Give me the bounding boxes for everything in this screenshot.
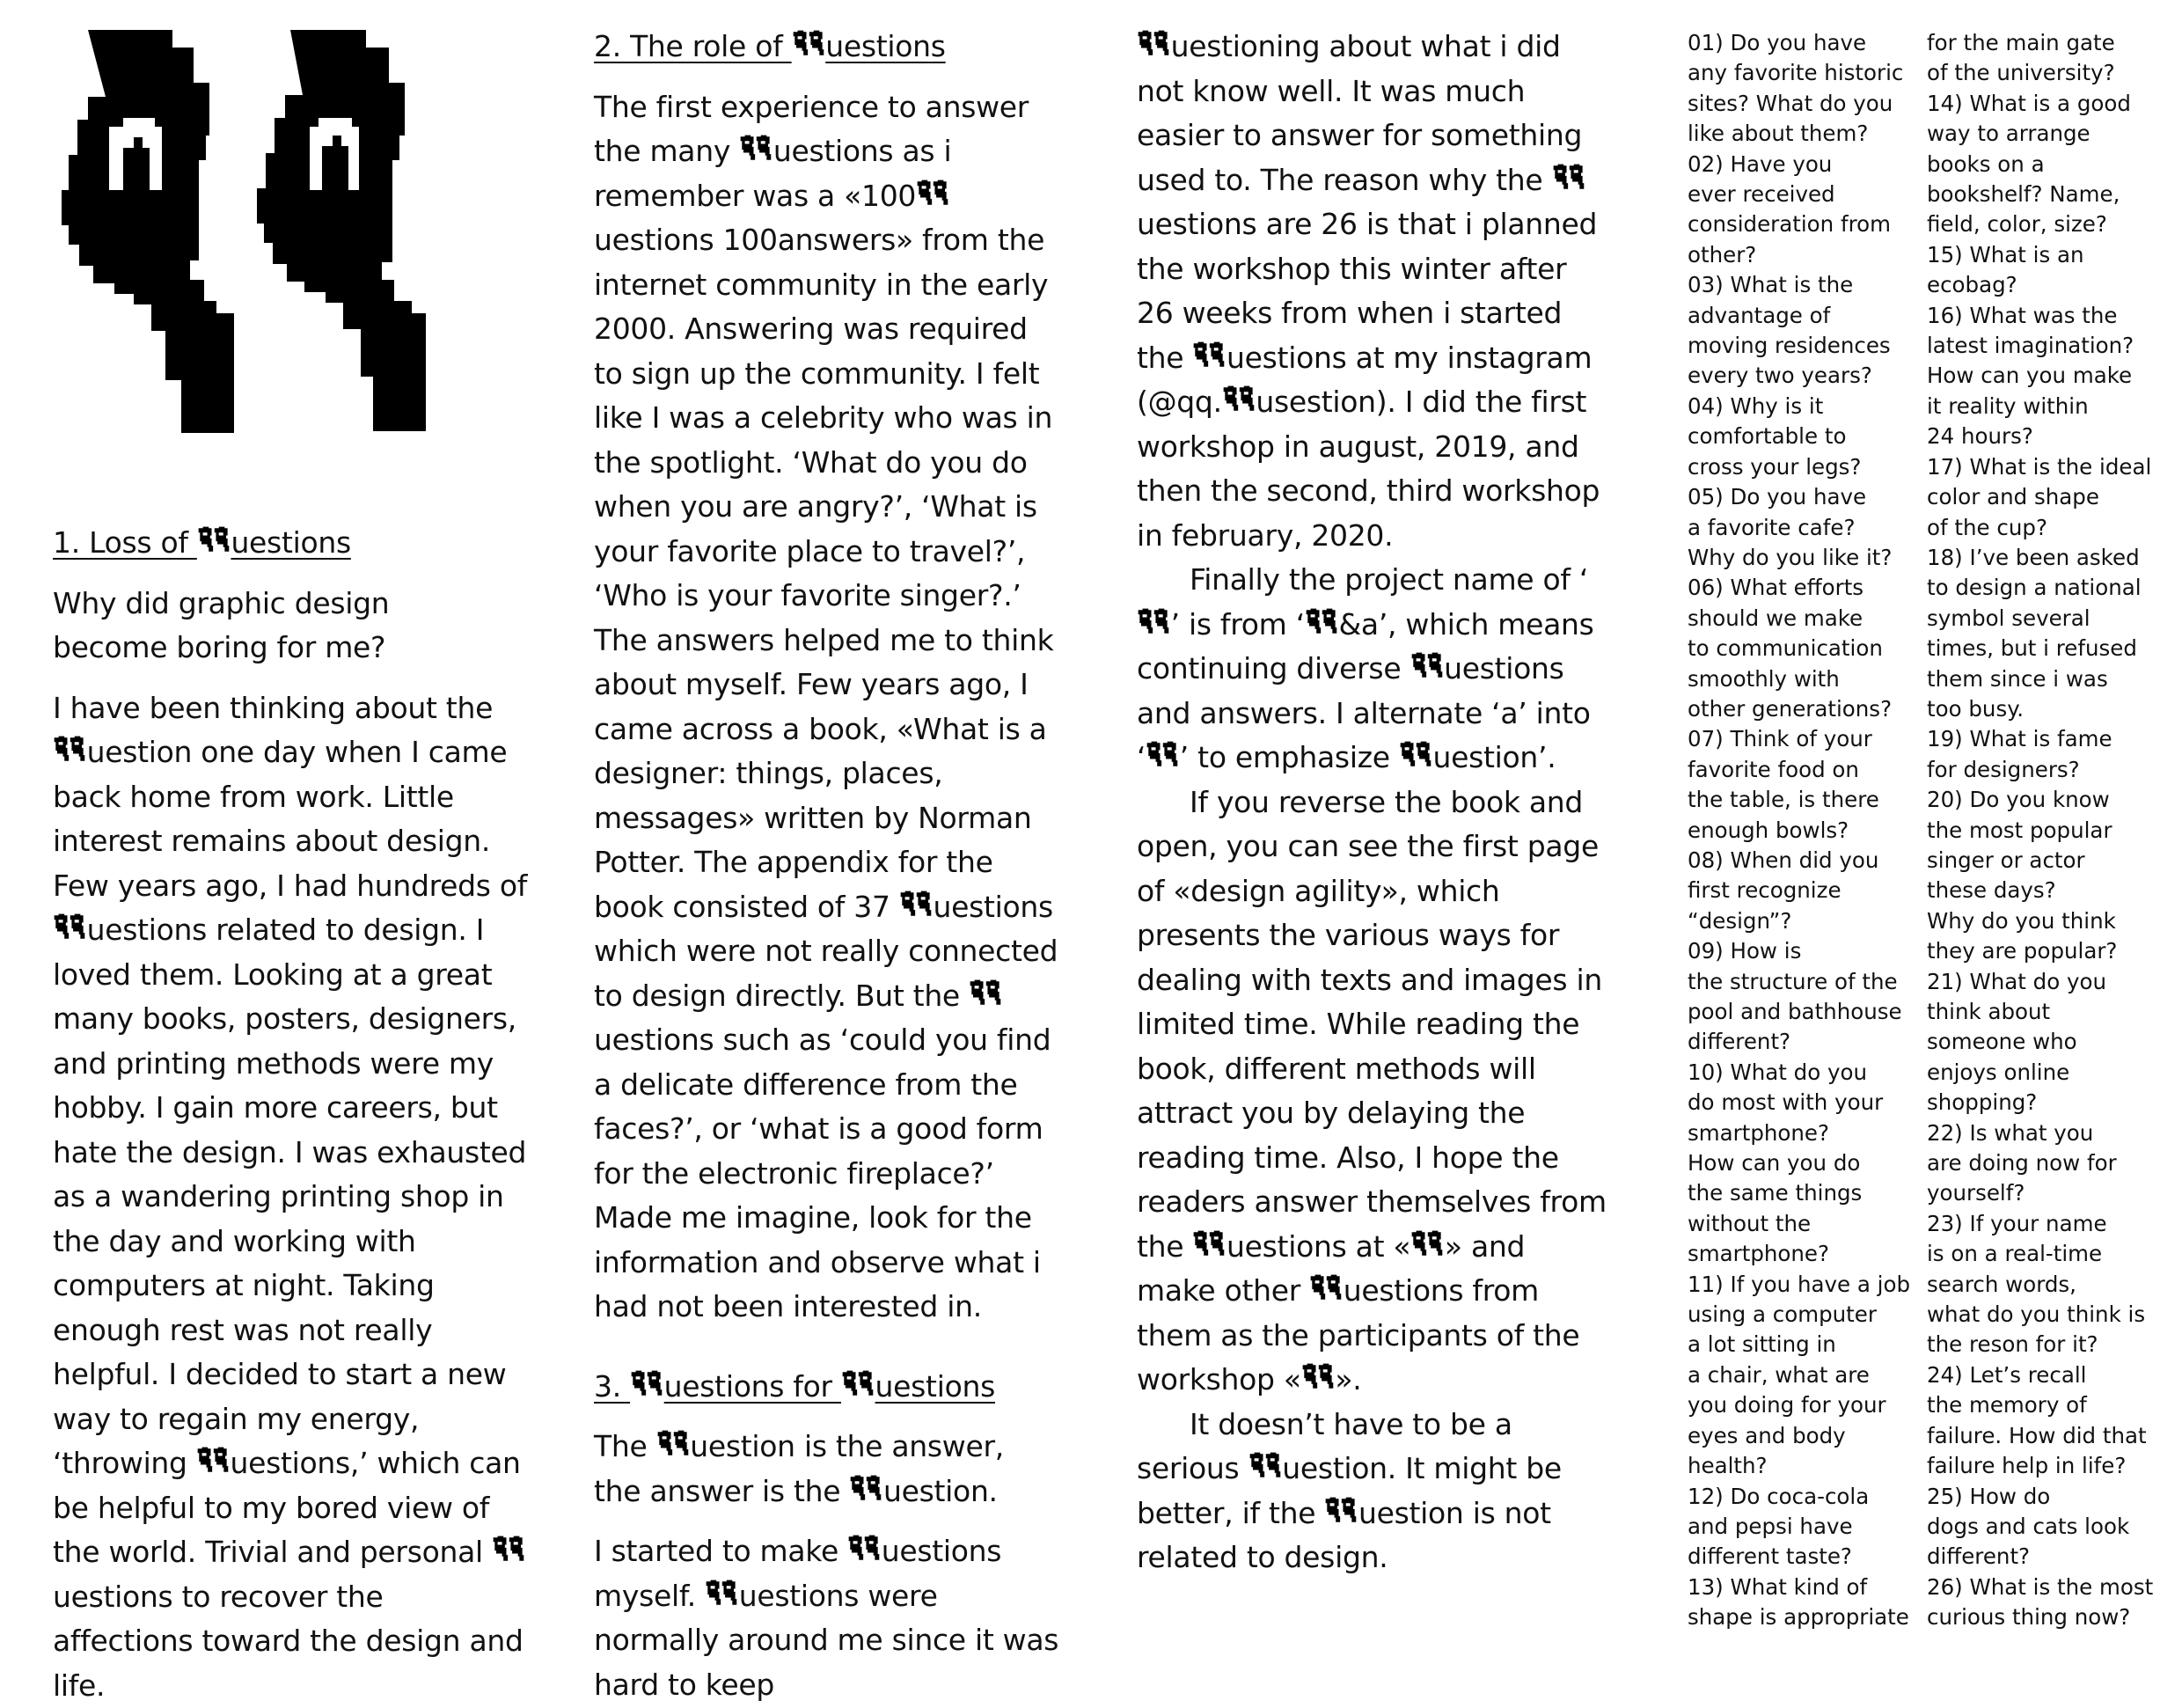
question-line: 22) Is what you — [1927, 1118, 2164, 1148]
question-line: consideration from — [1688, 209, 1925, 239]
question-line: of the university? — [1927, 58, 2164, 88]
text-run: uestions,’ which can be helpful to my bored view of the world. Trivial and personal — [53, 1446, 521, 1569]
question-line: 11) If you have a job — [1688, 1270, 1925, 1300]
qq-glyph-icon — [1305, 607, 1338, 634]
section-heading-3 — [594, 1365, 1069, 1410]
qq-glyph-icon — [196, 1446, 230, 1473]
question-line: way to arrange — [1927, 119, 2164, 149]
qq-glyph-icon — [705, 1579, 738, 1606]
question-line: books on a — [1927, 150, 2164, 180]
text-run: 1. Loss of — [53, 525, 197, 560]
question-line: to design a national — [1927, 573, 2164, 603]
text-run: uestions related to design. I loved them. Looking at a great many books, posters, designers, and printing methods were my hobby. I gain more careers, but hate the design. I was exhausted as a wandering printing shop in the day and working with computers at night. Taking enough rest was not really helpful. I decided to start a new way to regain my energy, ‘throwing — [53, 913, 526, 1480]
question-line: sites? What do you — [1688, 89, 1925, 119]
text-run: uestion is not related to design. — [1137, 1496, 1551, 1575]
question-line: a favorite cafe? — [1688, 513, 1925, 543]
question-line: smartphone? — [1688, 1118, 1925, 1148]
text-run: uestions as i remember was a «100 — [594, 134, 951, 213]
qq-glyph-icon — [492, 1535, 525, 1562]
question-line: 20) Do you know — [1927, 785, 2164, 815]
qq-glyph-icon — [916, 179, 949, 206]
question-line: times, but i refused — [1927, 634, 2164, 663]
question-line: the most popular — [1927, 816, 2164, 846]
text-run: Finally the project name of ‘ — [1190, 562, 1588, 597]
question-line: cross your legs? — [1688, 452, 1925, 482]
text-run: uestions — [231, 525, 350, 560]
question-line: pool and bathhouse — [1688, 997, 1925, 1027]
text-run: uestions were normally around me since it was hard to keep — [594, 1579, 1058, 1702]
question-list-right — [1927, 28, 2164, 1633]
question-line: 23) If your name — [1927, 1209, 2164, 1239]
text-run: uestions for — [664, 1369, 841, 1404]
text-run: uestion one day when I came back home from work. Little interest remains about design. Few years ago, I had hundreds of — [53, 735, 527, 903]
paragraph — [594, 85, 1065, 1330]
question-line: do most with your — [1688, 1088, 1925, 1118]
question-line: 02) Have you — [1688, 150, 1925, 180]
qq-glyph-icon — [1309, 1273, 1343, 1301]
question-line: different? — [1927, 1542, 2164, 1572]
question-line: 07) Think of your — [1688, 724, 1925, 754]
question-line: ever received — [1688, 180, 1925, 209]
question-line: How can you make — [1927, 361, 2164, 391]
qq-glyph-icon — [197, 525, 231, 553]
text-run: uestions myself. — [594, 1534, 1001, 1613]
text-run: uestions which were not really connected to design directly. But the — [594, 890, 1058, 1013]
text-run: uestions 100answers» from the internet community in the early 2000. Answering was required to sign up the community. I felt like I was a celebrity who was in the spotlight. ‘What do you do when you are angry?’, ‘What is your favorite place to travel?’, ‘Who is your favorite singer?.’ The answers helped me to think about myself. Few years ago, I came across a book, «What is a designer: things, places, messages» written by Norman Potter. The appendix for the book consisted of 37 — [594, 223, 1053, 924]
question-line: the table, is there — [1688, 785, 1925, 815]
paragraph — [1137, 1403, 1594, 1580]
question-line: eyes and body — [1688, 1421, 1925, 1451]
text-run: The — [594, 1429, 656, 1463]
column-1 — [53, 521, 546, 1708]
question-line: dogs and cats look — [1927, 1512, 2164, 1542]
question-line: moving residences — [1688, 331, 1925, 361]
question-line: them since i was — [1927, 664, 2164, 694]
section-heading-2 — [594, 25, 1069, 70]
question-line: 14) What is a good — [1927, 89, 2164, 119]
text-run: uestions at my instagram (@qq. — [1137, 341, 1592, 420]
qq-glyph-icon — [1410, 651, 1444, 678]
question-line: like about them? — [1688, 119, 1925, 149]
paragraph — [594, 1529, 1065, 1707]
question-line: How can you do — [1688, 1148, 1925, 1178]
question-line: 16) What was the — [1927, 301, 2164, 331]
question-line: any favorite historic — [1688, 58, 1925, 88]
text-run: usestion). I did the first workshop in august, 2019, and then the second, third workshop in february, 2020. — [1137, 385, 1600, 553]
question-line: what do you think is — [1927, 1300, 2164, 1330]
text-run: uestion. — [883, 1474, 998, 1508]
qq-glyph-icon — [849, 1474, 882, 1501]
text-run: uestions — [825, 29, 945, 63]
qq-glyph-icon — [1248, 1451, 1282, 1478]
qq-glyph-icon — [656, 1429, 690, 1456]
qq-glyph-icon — [1192, 1229, 1226, 1257]
question-line: enjoys online — [1927, 1058, 2164, 1088]
question-line: other? — [1688, 240, 1925, 270]
question-line: to communication — [1688, 634, 1925, 663]
qq-glyph-icon — [1137, 607, 1170, 634]
text-run: uestions and answers. I alternate ‘a’ into ‘ — [1137, 651, 1591, 774]
question-line: “design”? — [1688, 906, 1925, 936]
question-line: search words, — [1927, 1270, 2164, 1300]
text-run: I have been thinking about the — [53, 691, 493, 725]
question-line: is on a real-time — [1927, 1239, 2164, 1269]
text-run: If you reverse the book and open, you can see the first page of «design agility», which presents the various ways for dealing with texts and images in limited time. While reading the book, different methods will attract you by delaying the reading time. Also, I hope the readers answer themselves from the — [1137, 785, 1607, 1264]
question-line: 19) What is fame — [1927, 724, 2164, 754]
question-line: symbol several — [1927, 604, 2164, 634]
text-run: It doesn’t have to be a serious — [1137, 1407, 1512, 1486]
question-line: 12) Do coca-cola — [1688, 1482, 1925, 1512]
text-run: uestioning about what i did not know well. It was much easier to answer for something used to. The reason why the — [1137, 29, 1582, 197]
question-line: of the cup? — [1927, 513, 2164, 543]
question-line: too busy. — [1927, 694, 2164, 724]
qq-glyph-icon — [1410, 1229, 1444, 1257]
qq-glyph-icon — [1324, 1496, 1358, 1523]
question-line: failure. How did that — [1927, 1421, 2164, 1451]
question-line: singer or actor — [1927, 846, 2164, 876]
paragraph — [1137, 558, 1603, 781]
question-line: first recognize — [1688, 876, 1925, 905]
qq-glyph-icon — [1222, 385, 1256, 412]
question-line: 17) What is the ideal — [1927, 452, 2164, 482]
question-line: curious thing now? — [1927, 1602, 2164, 1632]
question-line: shopping? — [1927, 1088, 2164, 1118]
question-line: 18) I’ve been asked — [1927, 543, 2164, 573]
text-run: I started to make — [594, 1534, 847, 1568]
question-line: 25) How do — [1927, 1482, 2164, 1512]
question-line: yourself? — [1927, 1178, 2164, 1208]
intro-paragraph: Why did graphic design become boring for me? — [53, 582, 493, 671]
qq-glyph-icon — [1301, 1362, 1335, 1389]
question-line: a chair, what are — [1688, 1360, 1925, 1390]
question-line: a lot sitting in — [1688, 1330, 1925, 1360]
qq-glyph-icon — [1399, 740, 1432, 767]
question-line: enough bowls? — [1688, 816, 1925, 846]
question-line: ecobag? — [1927, 270, 2164, 300]
text-run: » and make other — [1137, 1229, 1525, 1308]
qq-glyph-icon — [739, 134, 772, 161]
question-line: latest imagination? — [1927, 331, 2164, 361]
column-3 — [1137, 25, 1612, 1580]
question-line: 26) What is the most — [1927, 1572, 2164, 1602]
qq-glyph-icon — [899, 890, 933, 917]
paragraph — [1137, 25, 1603, 558]
question-line: for designers? — [1927, 755, 2164, 785]
question-line: color and shape — [1927, 482, 2164, 512]
question-line: 10) What do you — [1688, 1058, 1925, 1088]
question-line: without the — [1688, 1209, 1925, 1239]
qq-glyph-icon — [969, 979, 1002, 1006]
question-line: it reality within — [1927, 392, 2164, 422]
text-run: The first experience to answer the many — [594, 90, 1029, 169]
question-line: favorite food on — [1688, 755, 1925, 785]
question-line: think about — [1927, 997, 2164, 1027]
text-run: uestions to recover the affections toward the design and life. — [53, 1580, 524, 1703]
text-run: ». — [1335, 1362, 1361, 1396]
question-line: advantage of — [1688, 301, 1925, 331]
question-line: 06) What efforts — [1688, 573, 1925, 603]
question-line: someone who — [1927, 1027, 2164, 1057]
text-run: uestion is the answer, the answer is the — [594, 1429, 1004, 1508]
question-line: for the main gate — [1927, 28, 2164, 58]
question-list-left — [1688, 28, 1925, 1633]
text-run: uestions from them as the participants of the workshop « — [1137, 1273, 1579, 1396]
text-run: uestions — [875, 1369, 995, 1404]
qq-glyph-icon — [792, 29, 825, 56]
text-run: uestion’. — [1433, 740, 1556, 774]
question-line: different? — [1688, 1027, 1925, 1057]
question-line: 08) When did you — [1688, 846, 1925, 876]
paragraph — [53, 686, 528, 1708]
qq-glyph-icon — [53, 735, 86, 762]
text-run: ’ to emphasize — [1180, 740, 1399, 774]
question-line: 01) Do you have — [1688, 28, 1925, 58]
qq-glyph-icon — [847, 1534, 881, 1561]
question-line: health? — [1688, 1451, 1925, 1481]
question-line: the reson for it? — [1927, 1330, 2164, 1360]
qq-glyph-icon — [1552, 163, 1585, 190]
question-line: 24 hours? — [1927, 422, 2164, 451]
question-line: 05) Do you have — [1688, 482, 1925, 512]
question-line: comfortable to — [1688, 422, 1925, 451]
section-heading-1 — [53, 521, 546, 566]
text-run: uestions such as ‘could you find a delicate difference from the faces?’, or ‘what is a good form for the electronic fireplace?’ Made me imagine, look for the information and observe what i had not been interested in. — [594, 1023, 1051, 1323]
question-line: field, color, size? — [1927, 209, 2164, 239]
question-line: are doing now for — [1927, 1148, 2164, 1178]
question-line: should we make — [1688, 604, 1925, 634]
text-run: ’ is from ‘ — [1171, 607, 1305, 641]
question-line: the memory of — [1927, 1390, 2164, 1420]
text-run: uestions at « — [1226, 1229, 1410, 1264]
question-line: 21) What do you — [1927, 967, 2164, 997]
question-line: the same things — [1688, 1178, 1925, 1208]
text-run: &a’, which means continuing diverse — [1137, 607, 1594, 686]
question-line: you doing for your — [1688, 1390, 1925, 1420]
text-run: uestion. It might be better, if the — [1137, 1451, 1562, 1530]
question-line: Why do you like it? — [1688, 543, 1925, 573]
question-line: 24) Let’s recall — [1927, 1360, 2164, 1390]
paragraph — [594, 1425, 1016, 1514]
question-line: every two years? — [1688, 361, 1925, 391]
qq-glyph-icon — [1192, 341, 1226, 368]
qq-glyph-icon — [1146, 740, 1179, 767]
question-line: using a computer — [1688, 1300, 1925, 1330]
qq-glyph-icon — [53, 913, 86, 940]
qq-glyph-icon — [630, 1369, 663, 1396]
paragraph — [1137, 781, 1612, 1403]
question-line: 09) How is — [1688, 936, 1925, 966]
question-line: smoothly with — [1688, 664, 1925, 694]
question-line: bookshelf? Name, — [1927, 180, 2164, 209]
question-line: different taste? — [1688, 1542, 1925, 1572]
question-line: Why do you think — [1927, 906, 2164, 936]
qq-glyph-icon — [1137, 29, 1170, 56]
question-line: failure help in life? — [1927, 1451, 2164, 1481]
column-2 — [594, 25, 1069, 1707]
question-line: smartphone? — [1688, 1239, 1925, 1269]
text-run: 2. The role of — [594, 29, 792, 63]
qq-logo — [53, 30, 449, 454]
question-line: 13) What kind of — [1688, 1572, 1925, 1602]
question-line: the structure of the — [1688, 967, 1925, 997]
question-line: 04) Why is it — [1688, 392, 1925, 422]
text-run: uestions are 26 is that i planned the workshop this winter after 26 weeks from when i started the — [1137, 207, 1597, 375]
question-line: other generations? — [1688, 694, 1925, 724]
question-line: 03) What is the — [1688, 270, 1925, 300]
question-line: 15) What is an — [1927, 240, 2164, 270]
question-line: they are popular? — [1927, 936, 2164, 966]
question-line: shape is appropriate — [1688, 1602, 1925, 1632]
text-run: 3. — [594, 1369, 630, 1404]
question-line: these days? — [1927, 876, 2164, 905]
qq-glyph-icon — [841, 1369, 875, 1396]
question-line: and pepsi have — [1688, 1512, 1925, 1542]
